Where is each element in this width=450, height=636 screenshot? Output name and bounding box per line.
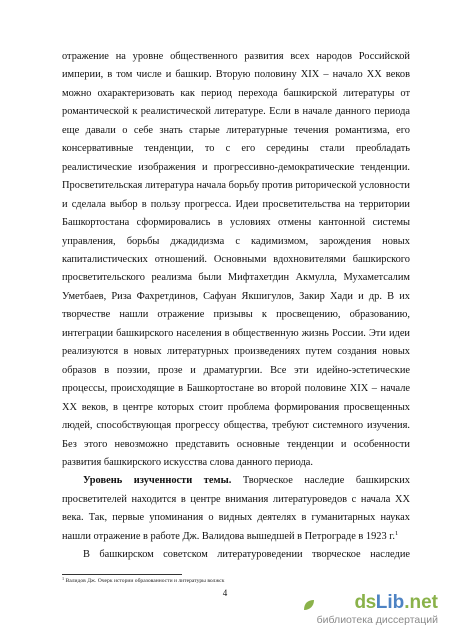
- footnote-divider: [62, 574, 182, 575]
- footnote-ref[interactable]: 1: [394, 529, 399, 537]
- watermark-subtitle: библиотека диссертаций: [316, 614, 438, 626]
- leaf-icon: [302, 598, 316, 612]
- paragraph-research-text: Творческое наследие башкирских просветителей находится в центре внимания литературоведов с начала XX века. Так, первые упоминания о видных деятелях в гуманитарных науках нашли отражение в работе Дж. Валидова вышедшей в Петрограде в 1923 г.: [62, 475, 410, 542]
- watermark-logo: dsLib.net: [354, 592, 438, 613]
- document-body: [62, 48, 410, 565]
- paragraph-intro: отражение на уровне общественного развития всех народов Российской империи, в том числе и башкир. Вторую половину XIX – начало XX веков можно охарактеризовать как период перехода башкирской литературы от романтической к реалистической литературе. Если в начале данного периода еще давали о себе знать старые литературные течения романтизма, его консервативные тенденции, то с его середины стали преобладать реалистические изображения и прогрессивно-демократические тенденции. Просветительская литература начала борьбу против риторической условности и сделала выбор в пользу прогресса. Идеи просветительства на территории Башкортостана сформировались в условиях отмены кантонной системы управления, борьбы джадидизма с кадимизмом, зарождения новых капиталистических отношений. Основными вдохновителями башкирского просветительского реализма были Мифтахетдин Акмулла, Мухаметсалим Уметбаев, Риза Фахретдинов, Сафуан Якшигулов, Закир Хади и др. В их творчестве нашли отражение призывы к просвещению, образованию, интеграции башкирского населения в общественную жизнь России. Эти идеи реализуются в новых литературных произведениях путем создания новых образов в поэзии, прозе и драматургии. Все эти идейно-эстетические процессы, происходящие в Башкортостане во второй половине XIX – начале XX веков, в центре которых стоит проблема формирования просвещенных людей, способствующая прогрессу общества, требуют системного изучения. Без этого невозможно представить основные тенденции и особенности развития башкирского искусства слова данного периода.: [62, 51, 410, 468]
- footnote-text: Валидов Дж. Очерк истории образованности и литературы волжск: [64, 578, 225, 584]
- footnote-marker: 1: [62, 576, 65, 581]
- watermark[interactable]: [298, 592, 438, 630]
- section-heading: Уровень изученности темы.: [83, 475, 232, 487]
- footnote: [62, 578, 410, 585]
- paragraph-soviet-criticism: В башкирском советском литературоведении творческое наследие: [83, 549, 410, 561]
- page-number: 4: [222, 588, 228, 598]
- paragraph-research-level: [62, 472, 410, 546]
